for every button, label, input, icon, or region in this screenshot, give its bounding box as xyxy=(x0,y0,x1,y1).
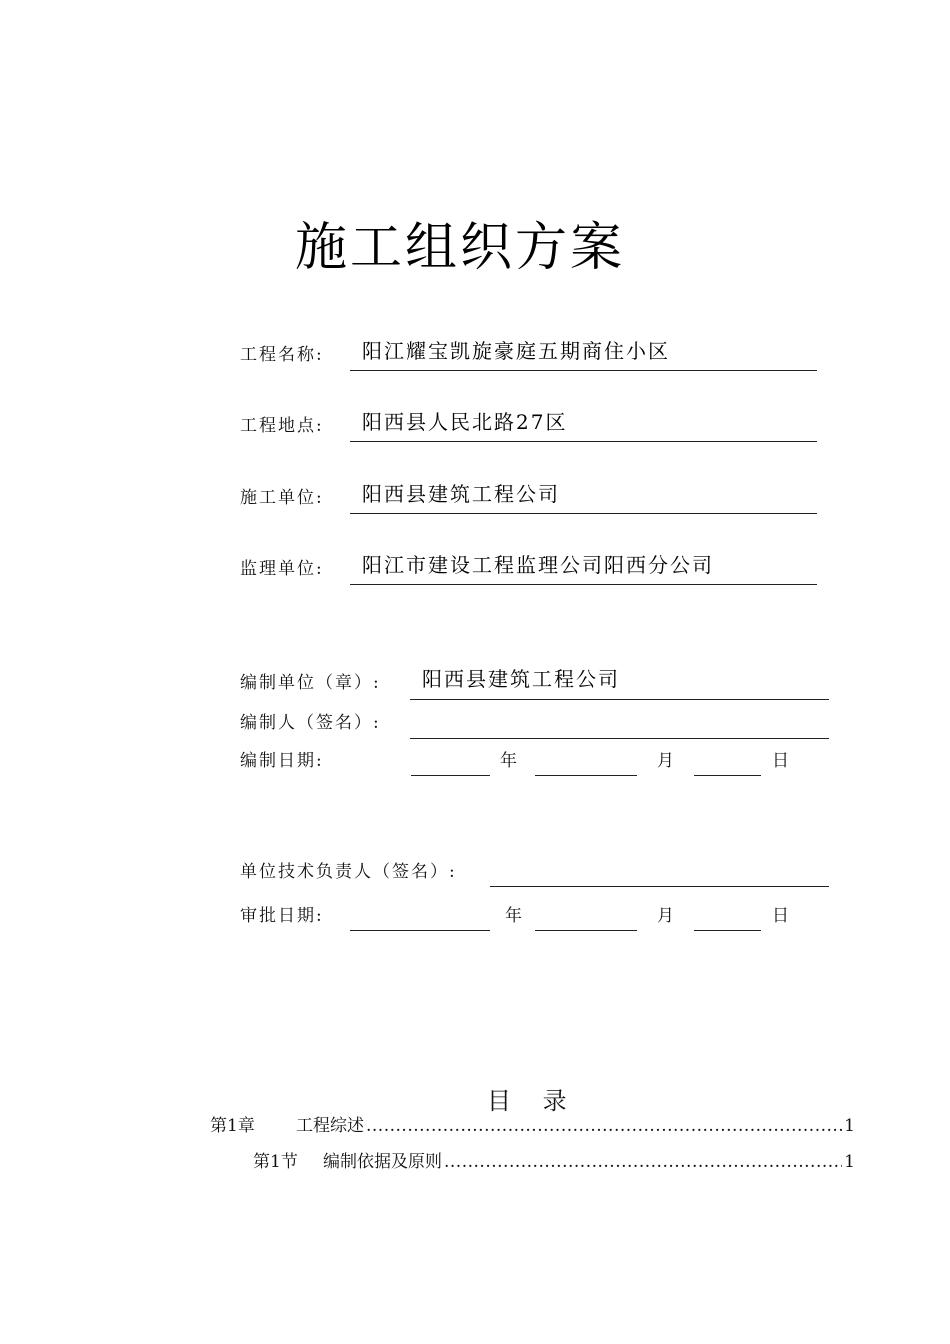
document-title: 施工组织方案 xyxy=(294,218,625,278)
approval-month-text: 月 xyxy=(657,906,674,926)
supervisor-underline xyxy=(350,584,817,585)
compile-date-label: 编制日期: xyxy=(240,751,324,771)
toc-entry-page: 1 xyxy=(844,1116,855,1136)
compile-day-blank xyxy=(694,775,761,776)
contractor-underline xyxy=(350,513,817,514)
supervisor-value: 阳江市建设工程监理公司阳西分公司 xyxy=(362,553,714,577)
toc-entry[interactable] xyxy=(210,1111,855,1136)
approval-day-text: 日 xyxy=(772,906,789,926)
approval-month-blank xyxy=(535,930,637,931)
compile-month-text: 月 xyxy=(657,751,674,771)
tech-lead-label: 单位技术负责人（签名）: xyxy=(240,862,457,882)
toc-entry-number: 第1节 xyxy=(253,1152,298,1172)
compile-year-blank xyxy=(411,775,490,776)
compile-person-label: 编制人（签名）: xyxy=(240,713,381,733)
toc-entry-page: 1 xyxy=(844,1152,855,1172)
project-name-underline xyxy=(350,370,817,371)
project-location-label: 工程地点: xyxy=(240,416,324,436)
toc-leader-dots xyxy=(366,1116,842,1136)
toc-entry-text: 编制依据及原则 xyxy=(323,1152,442,1172)
contractor-value: 阳西县建筑工程公司 xyxy=(362,482,560,506)
toc-entry-text: 工程综述 xyxy=(296,1116,364,1136)
compile-year-text: 年 xyxy=(500,751,517,771)
project-location-value: 阳西县人民北路27区 xyxy=(362,410,568,434)
contractor-label: 施工单位: xyxy=(240,488,324,508)
tech-lead-underline xyxy=(490,886,829,887)
toc-entry-number: 第1章 xyxy=(210,1116,255,1136)
approval-day-blank xyxy=(694,930,761,931)
approval-year-blank xyxy=(350,930,490,931)
project-name-value: 阳江耀宝凯旋豪庭五期商住小区 xyxy=(362,339,670,363)
compile-unit-underline xyxy=(410,699,829,700)
toc-title: 目 录 xyxy=(487,1087,579,1115)
supervisor-label: 监理单位: xyxy=(240,559,324,579)
project-location-underline xyxy=(350,441,817,442)
toc-leader-dots xyxy=(444,1152,842,1172)
compile-day-text: 日 xyxy=(772,751,789,771)
compile-unit-value: 阳西县建筑工程公司 xyxy=(422,667,620,691)
approval-date-label: 审批日期: xyxy=(240,906,324,926)
compile-person-underline xyxy=(410,738,829,739)
compile-month-blank xyxy=(535,775,637,776)
project-name-label: 工程名称: xyxy=(240,345,324,365)
approval-year-text: 年 xyxy=(505,906,522,926)
compile-unit-label: 编制单位（章）: xyxy=(240,673,381,693)
toc-entry[interactable] xyxy=(253,1147,855,1172)
